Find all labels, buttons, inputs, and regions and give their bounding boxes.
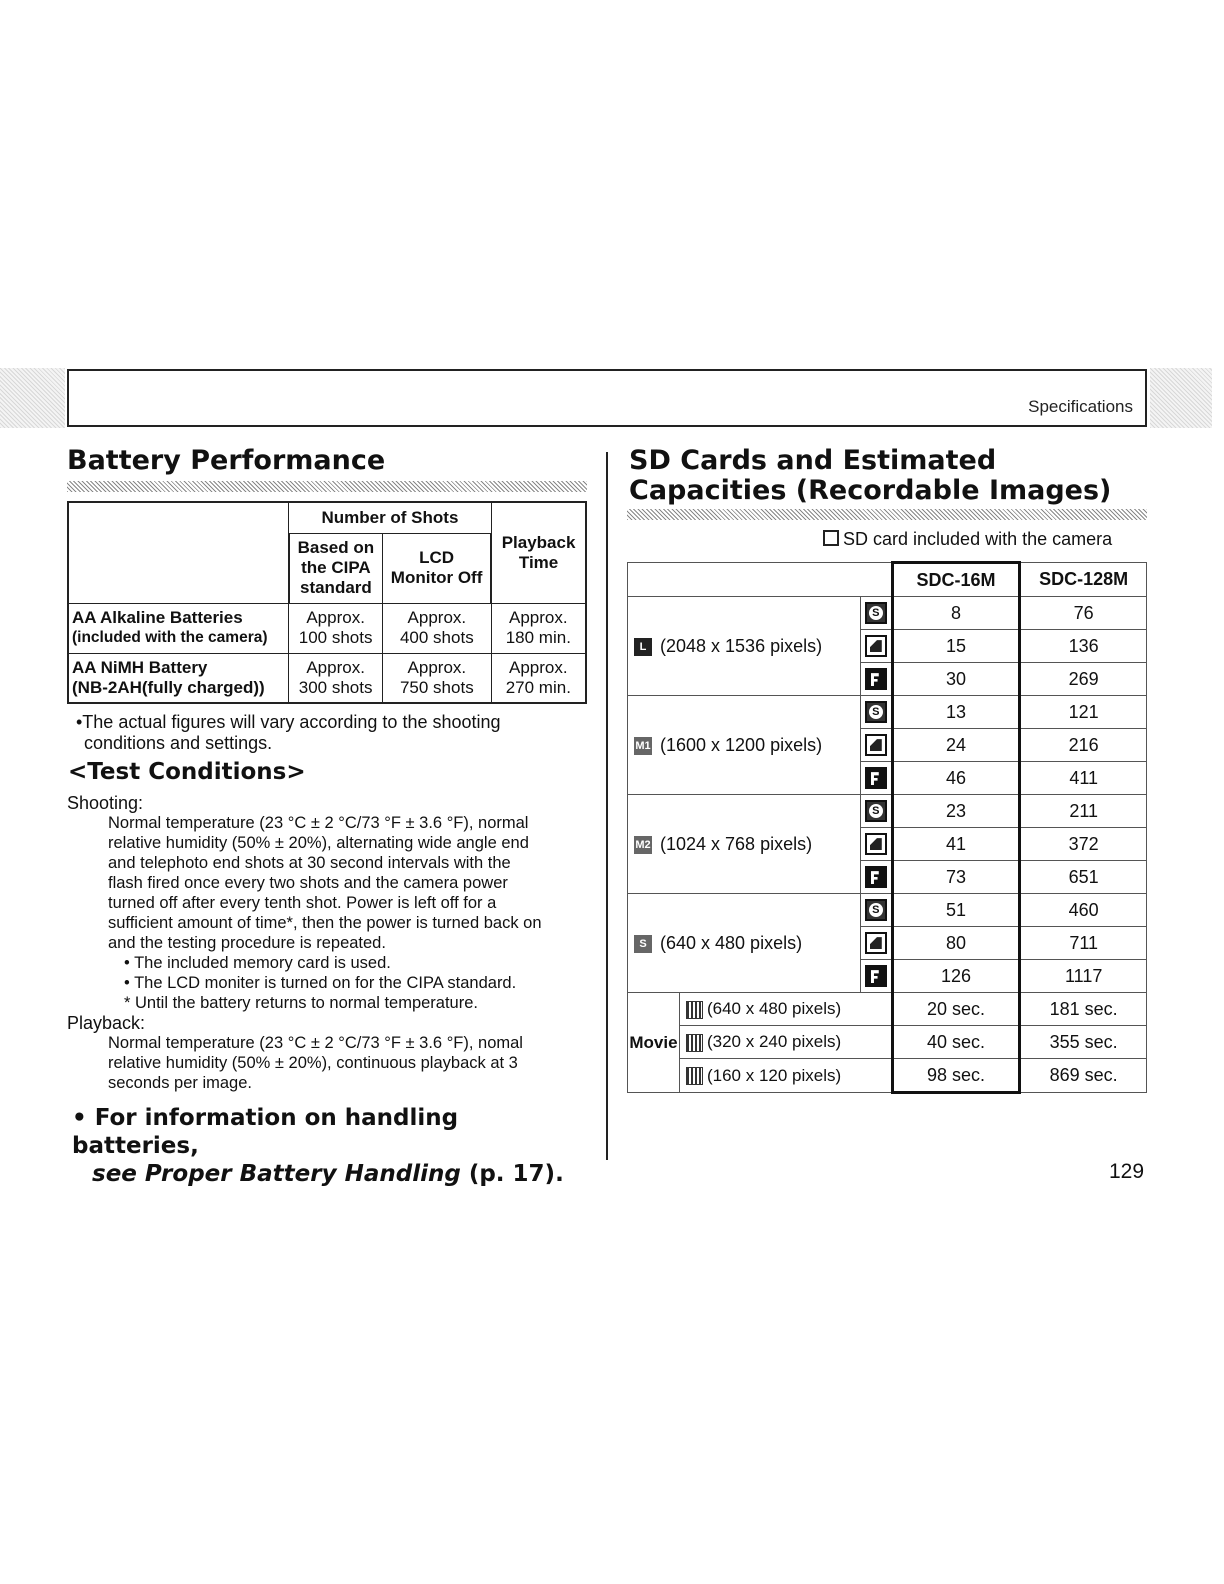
sdc-128m-value: 211 [1020,795,1147,828]
sd-title-underline [627,509,1147,520]
quality-normal-icon [865,833,887,855]
sdc-128m-value: 372 [1020,828,1147,861]
quality-superfine-icon [865,899,887,921]
sdc-16m-value: 30 [892,663,1020,696]
sdc-128m-value: 869 sec. [1020,1059,1147,1093]
playback-value: Approx. 270 min. [491,653,586,703]
movie-resolution: (640 x 480 pixels) [679,993,892,1026]
table-row [68,653,586,703]
shooting-footnote: * Until the battery returns to normal temperature. [124,994,478,1012]
quality-cell [860,729,892,762]
cipa-value: Approx. 300 shots [289,653,383,703]
shooting-label: Shooting: [67,793,144,813]
sdc-16m-value: 23 [892,795,1020,828]
sdc-128m-value: 269 [1020,663,1147,696]
image-size-label: M2 (1024 x 768 pixels) [628,795,861,894]
quality-fine-icon [865,866,887,888]
playback-text: Normal temperature (23 °C ± 2 °C/73 °F ± 3.6 °F), nomal relative humidity (50% ± 20%), continuous playback at 3 seconds per image. [108,1034,523,1092]
sdc-16m-header: SDC-16M [892,563,1020,597]
cipa-header: Based on the CIPA standard [289,533,383,603]
movie-640-icon [686,1001,703,1019]
sdc-16m-value: 24 [892,729,1020,762]
sdc-128m-header: SDC-128M [1020,563,1147,597]
movie-160-icon [686,1067,703,1085]
sdc-16m-value: 51 [892,894,1020,927]
image-size-label: L (2048 x 1536 pixels) [628,597,861,696]
sdc-16m-value: 15 [892,630,1020,663]
movie-resolution: (160 x 120 pixels) [679,1059,892,1093]
movie-row [628,993,1147,1026]
battery-table-corner [68,502,289,603]
sd-caption: SD card included with the camera [823,529,1112,550]
image-size-label: M1 (1600 x 1200 pixels) [628,696,861,795]
page-number: 129 [1109,1160,1145,1183]
sd-table-row [628,795,1147,828]
battery-type: AA Alkaline Batteries (included with the camera) [68,603,289,653]
sdc-128m-value: 121 [1020,696,1147,729]
sdc-128m-value: 136 [1020,630,1147,663]
sdc-128m-value: 355 sec. [1020,1026,1147,1059]
battery-note: •The actual figures will vary according to the shooting conditions and settings. [76,712,501,753]
quality-fine-icon [865,767,887,789]
battery-type: AA NiMH Battery (NB-2AH(fully charged)) [68,653,289,703]
movie-label: Movie [628,993,680,1093]
sd-table-corner [628,563,893,597]
sdc-16m-value: 40 sec. [892,1026,1020,1059]
sdc-16m-value: 8 [892,597,1020,630]
quality-cell [860,795,892,828]
sdc-16m-value: 126 [892,960,1020,993]
image-size-m1-icon: M1 [634,737,652,755]
sdc-16m-value: 98 sec. [892,1059,1020,1093]
sdc-128m-value: 411 [1020,762,1147,795]
table-row [68,603,586,653]
quality-cell [860,663,892,696]
sdc-16m-value: 80 [892,927,1020,960]
battery-title-underline [67,481,587,492]
quality-cell [860,861,892,894]
image-size-s-icon: S [634,935,652,953]
quality-normal-icon [865,932,887,954]
sdc-16m-value: 73 [892,861,1020,894]
quality-cell [860,927,892,960]
section-label: Specifications [1028,397,1133,416]
sdc-128m-value: 216 [1020,729,1147,762]
included-card-marker-icon [823,530,839,546]
movie-resolution: (320 x 240 pixels) [679,1026,892,1059]
number-of-shots-header: Number of Shots [289,502,491,533]
battery-title: Battery Performance [67,445,386,476]
sd-table-row [628,597,1147,630]
test-conditions-title: <Test Conditions> [68,759,306,785]
quality-fine-icon [865,965,887,987]
quality-cell [860,762,892,795]
quality-superfine-icon [865,701,887,723]
sdc-128m-value: 651 [1020,861,1147,894]
quality-cell [860,894,892,927]
quality-superfine-icon [865,800,887,822]
movie-row [628,1026,1147,1059]
playback-time-header: Playback Time [491,502,586,603]
lcd-value: Approx. 750 shots [383,653,492,703]
cipa-value: Approx. 100 shots [289,603,383,653]
playback-label: Playback: [67,1013,146,1033]
image-size-l-icon: L [634,638,652,656]
sdc-128m-value: 1117 [1020,960,1147,993]
quality-normal-icon [865,734,887,756]
sdc-16m-value: 41 [892,828,1020,861]
test-conditions [67,793,597,1093]
proper-battery-handling-link[interactable]: Proper Battery Handling [144,1161,461,1187]
quality-fine-icon [865,668,887,690]
quality-cell [860,960,892,993]
right-tab-decoration [1150,368,1212,428]
left-tab-decoration [0,368,65,428]
page-header [67,369,1147,427]
battery-handling-info: • For information on handling batteries, see Proper Battery Handling (p. 17). [72,1105,564,1187]
lcd-off-header: LCD Monitor Off [383,533,492,603]
sdc-16m-value: 20 sec. [892,993,1020,1026]
image-size-label: S (640 x 480 pixels) [628,894,861,993]
quality-cell [860,696,892,729]
sd-title: SD Cards and Estimated Capacities (Recordable Images) [629,445,1112,506]
shooting-text: Normal temperature (23 °C ± 2 °C/73 °F ± 3.6 °F), normal relative humidity (50% ± 20%), alternating wide angle end and telephoto end shots at 30 second intervals with the flash fired once every two shots and the camera power turned off after every tenth shot. Power is left off for a sufficient amount of time*, then the power is turned back on and the testing procedure is repeated. [108,814,542,952]
quality-cell [860,828,892,861]
battery-table [67,501,587,704]
sd-table-row [628,894,1147,927]
quality-cell [860,630,892,663]
image-size-m2-icon: M2 [634,836,652,854]
sd-table-row [628,696,1147,729]
lcd-value: Approx. 400 shots [383,603,492,653]
sdc-16m-value: 13 [892,696,1020,729]
sd-capacity-table [627,561,1147,1094]
movie-320-icon [686,1034,703,1052]
sdc-16m-value: 46 [892,762,1020,795]
quality-cell [860,597,892,630]
shooting-bullet: • The included memory card is used. [124,954,391,972]
sdc-128m-value: 181 sec. [1020,993,1147,1026]
sdc-128m-value: 460 [1020,894,1147,927]
quality-normal-icon [865,635,887,657]
sdc-128m-value: 76 [1020,597,1147,630]
sdc-128m-value: 711 [1020,927,1147,960]
quality-superfine-icon [865,602,887,624]
shooting-bullet: • The LCD moniter is turned on for the CIPA standard. [124,974,517,992]
movie-row [628,1059,1147,1093]
column-divider [606,452,608,1160]
playback-value: Approx. 180 min. [491,603,586,653]
